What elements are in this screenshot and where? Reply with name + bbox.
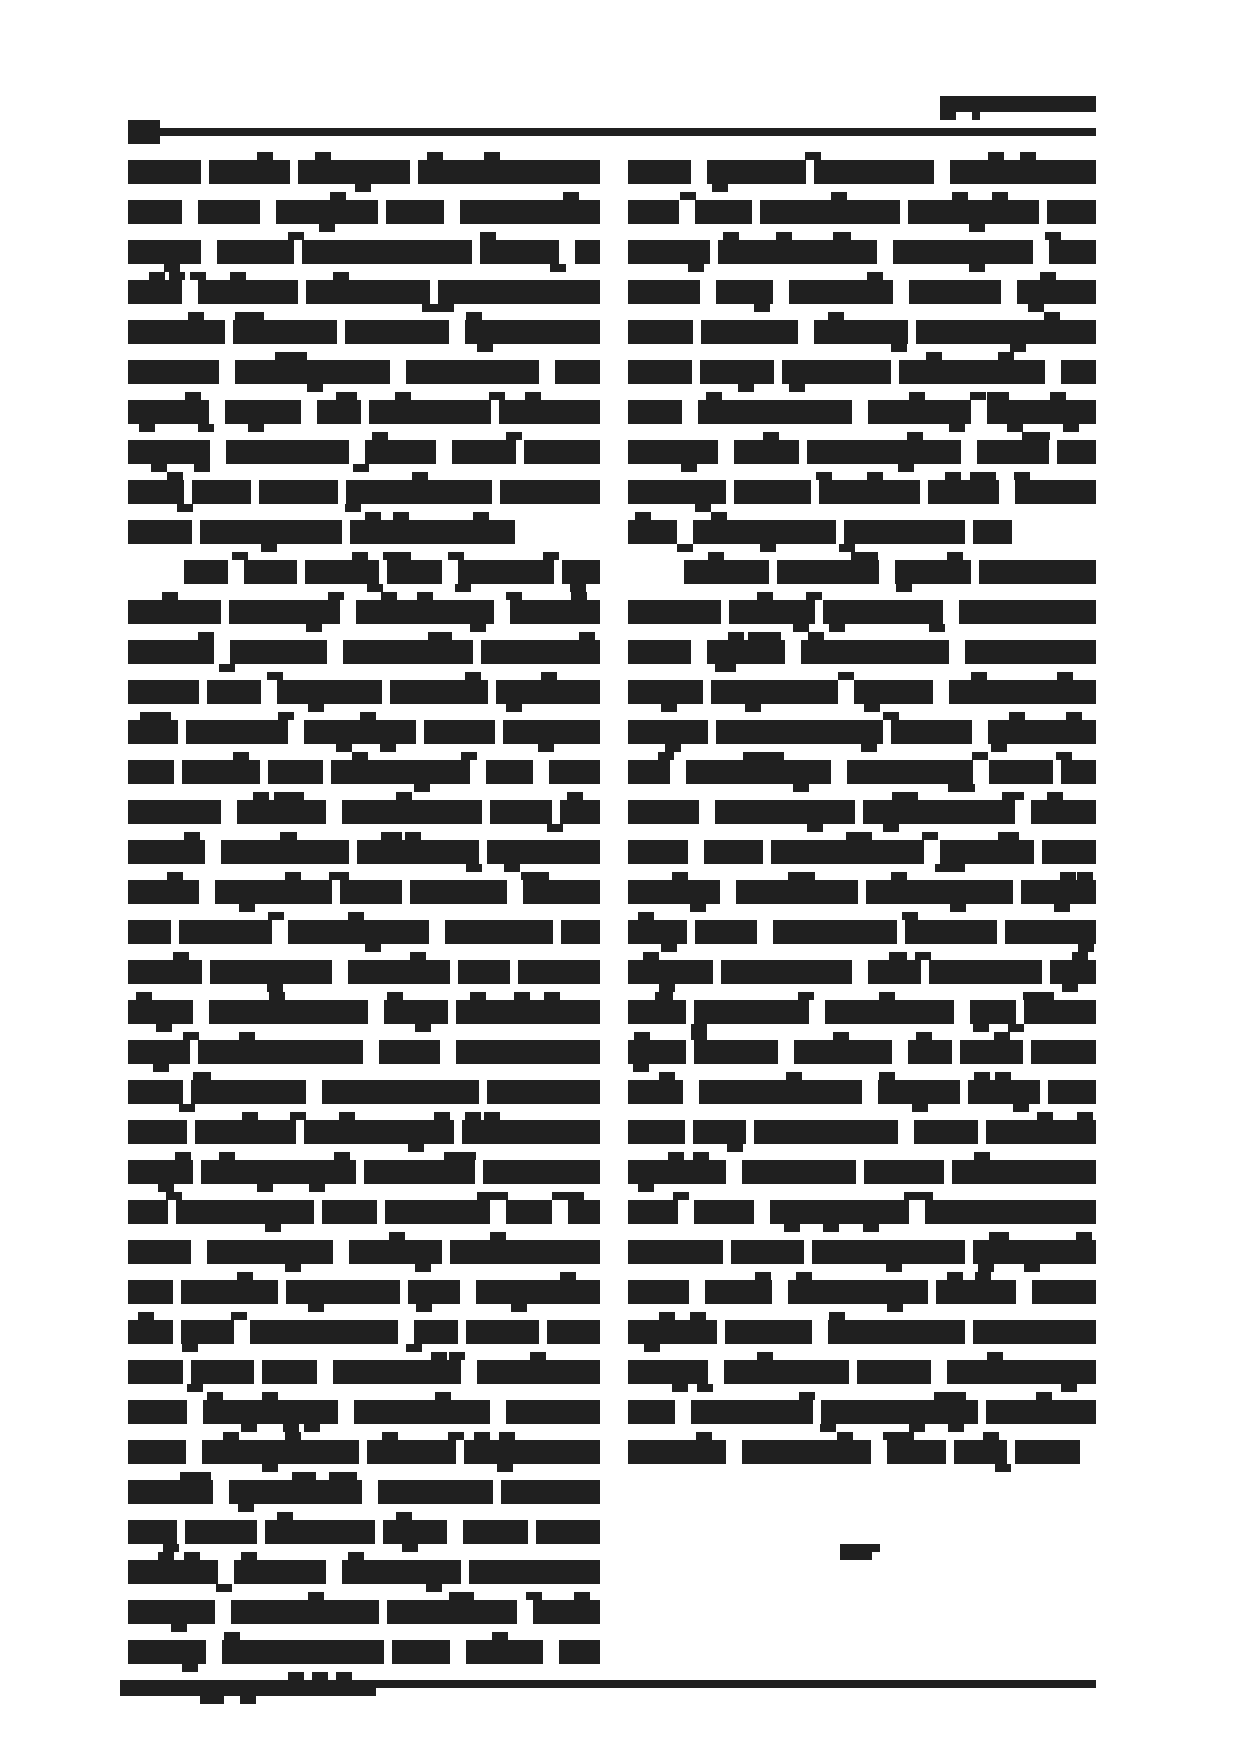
- redacted-text-line: [628, 720, 1096, 744]
- section-mark-redacted: [840, 1544, 880, 1552]
- redacted-text-line: [128, 600, 600, 624]
- redacted-text-line: [628, 680, 1096, 704]
- footer-descender: [200, 1696, 224, 1704]
- footer-rule: [376, 1680, 1096, 1688]
- right-column: [628, 160, 1096, 1480]
- redacted-text-line: [628, 320, 1096, 344]
- redacted-text-line: [628, 1160, 1096, 1184]
- redacted-text-line: [128, 680, 600, 704]
- redacted-text-line: [128, 520, 515, 544]
- redacted-text-line: [628, 160, 1096, 184]
- redacted-text-line: [128, 1400, 600, 1424]
- redacted-text-line: [628, 640, 1096, 664]
- redacted-text-line: [628, 920, 1096, 944]
- redacted-text-line: [628, 360, 1096, 384]
- redacted-text-line: [628, 1000, 1096, 1024]
- redacted-text-line: [128, 400, 600, 424]
- redacted-text-line: [628, 520, 1012, 544]
- redacted-text-line: [128, 640, 600, 664]
- redacted-text-line: [128, 1560, 600, 1584]
- redacted-text-line: [128, 1120, 600, 1144]
- header-rule: [160, 128, 1096, 136]
- redacted-text-line: [628, 800, 1096, 824]
- redacted-text-line: [628, 480, 1096, 504]
- redacted-text-line: [628, 840, 1096, 864]
- section-mark-redacted-lower: [840, 1552, 872, 1560]
- redacted-text-line: [628, 1440, 1080, 1464]
- redacted-text-line: [128, 1360, 600, 1384]
- redacted-text-line: [128, 960, 600, 984]
- running-head-redacted: [940, 96, 1096, 112]
- redacted-text-line: [128, 360, 600, 384]
- redacted-text-line: [128, 880, 600, 904]
- redacted-text-line: [628, 400, 1096, 424]
- redacted-text-line: [128, 1520, 600, 1544]
- redacted-text-line: [628, 1320, 1096, 1344]
- redacted-text-line: [128, 840, 600, 864]
- redacted-text-line: [628, 880, 1096, 904]
- redacted-text-line: [128, 440, 600, 464]
- redacted-text-line: [128, 200, 600, 224]
- redacted-text-line: [128, 1280, 600, 1304]
- redacted-text-line: [128, 760, 600, 784]
- footer-descender: [240, 1696, 256, 1704]
- redacted-text-line: [184, 560, 600, 584]
- redacted-text-line: [128, 1320, 600, 1344]
- redacted-text-line: [628, 1080, 1096, 1104]
- redacted-text-line: [628, 1240, 1096, 1264]
- redacted-text-line: [128, 1080, 600, 1104]
- redacted-text-line: [628, 240, 1096, 264]
- redacted-text-line: [128, 1040, 600, 1064]
- footer-journal-line-redacted: [120, 1680, 376, 1696]
- running-head-descender: [940, 112, 956, 120]
- redacted-text-line: [628, 1360, 1096, 1384]
- redacted-text-line: [628, 1040, 1096, 1064]
- page-number-redacted: [128, 120, 160, 144]
- redacted-text-line: [128, 280, 600, 304]
- redacted-text-line: [628, 760, 1096, 784]
- redacted-text-line: [128, 1160, 600, 1184]
- redacted-text-line: [628, 600, 1096, 624]
- redacted-text-line: [684, 560, 1096, 584]
- redacted-text-line: [128, 720, 600, 744]
- redacted-text-line: [128, 920, 600, 944]
- redacted-text-line: [128, 1200, 600, 1224]
- redacted-text-line: [128, 1600, 600, 1624]
- left-column: [128, 160, 600, 1680]
- redacted-text-line: [628, 1400, 1096, 1424]
- footer-ascender: [336, 1672, 352, 1680]
- redacted-text-line: [128, 1440, 600, 1464]
- redacted-text-line: [128, 480, 600, 504]
- redacted-text-line: [128, 240, 600, 264]
- redacted-text-line: [128, 1640, 600, 1664]
- redacted-text-line: [628, 1120, 1096, 1144]
- redacted-text-line: [628, 440, 1096, 464]
- redacted-text-line: [628, 200, 1096, 224]
- redacted-text-line: [628, 1200, 1096, 1224]
- redacted-text-line: [128, 1480, 600, 1504]
- redacted-text-line: [128, 320, 600, 344]
- redacted-text-line: [128, 1000, 600, 1024]
- running-head-descender: [972, 112, 980, 120]
- redacted-text-line: [628, 960, 1096, 984]
- redacted-text-line: [628, 280, 1096, 304]
- redacted-text-line: [128, 160, 600, 184]
- redacted-text-line: [128, 800, 600, 824]
- redacted-text-line: [628, 1280, 1096, 1304]
- footer-ascender: [288, 1672, 304, 1680]
- footer-ascender: [312, 1672, 328, 1680]
- redacted-text-line: [128, 1240, 600, 1264]
